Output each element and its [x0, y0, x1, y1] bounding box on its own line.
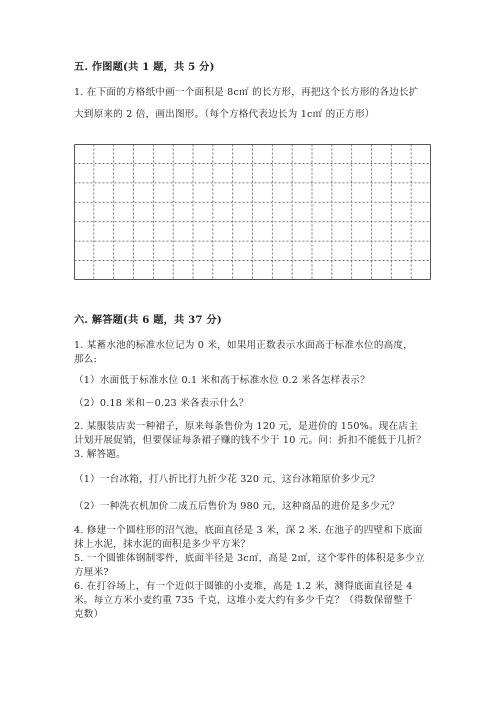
drawing-grid — [74, 144, 431, 280]
question-6-1-sub-1: （1）水面低于标准水位 0.1 米和高于标准水位 0.2 米各怎样表示？ — [74, 375, 370, 386]
question-6-4-line-1: 4. 修建一个圆柱形的沼气池，底面直径是 3 米，深 2 米. 在池子的四壁和下底面 — [74, 525, 423, 536]
question-5-1-line-2: 大到原来的 2 倍，画出图形。（每个方格代表边长为 1c㎡ 的正方形） — [74, 109, 375, 120]
question-6-1-sub-2: （2）0.18 米和－0.23 米各表示什么？ — [74, 398, 249, 409]
question-6-6-line-3: 克数） — [74, 609, 104, 620]
question-6-2-line-1: 2. 某服装店卖一种裙子，原来每条售价为 120 元，是进价的 150%。现在店主 — [74, 421, 418, 432]
question-6-3-sub-1: （1）一台冰箱，打八折比打九折少花 320 元，这台冰箱原价多少元？ — [74, 474, 380, 485]
section-5-heading: 五. 作图题(共 1 题，共 5 分) — [74, 61, 215, 73]
question-6-6-line-2: 米。每立方米小麦约重 735 千克，这堆小麦大约有多少千克？（得数保留整千 — [74, 595, 413, 606]
question-6-6-line-1: 6. 在打谷场上，有一个近似于圆锥的小麦堆，高是 1.2 米，测得底面直径是 4 — [74, 581, 413, 592]
question-5-1-line-1: 1. 在下面的方格纸中画一个面积是 8c㎡ 的长方形，再把这个长方形的各边长扩 — [74, 87, 419, 98]
question-6-1-line-2: 那么: — [74, 354, 98, 365]
question-6-5-line-2: 方厘米? — [74, 567, 109, 578]
question-6-5-line-1: 5. 一个圆锥体钢制零件，底面半径是 3c㎡，高是 2㎡，这个零件的体积是多少立 — [74, 553, 425, 564]
section-6-heading: 六. 解答题(共 6 题，共 37 分) — [74, 314, 222, 326]
question-6-3-line-1: 3. 解答题。 — [74, 449, 126, 460]
question-6-3-sub-2: （2）一种洗衣机加价二成五后售价为 980 元，这种商品的进价是多少元？ — [74, 501, 400, 512]
question-6-4-line-2: 抹上水泥，抹水泥的面积是多少平方米？ — [74, 539, 251, 550]
question-6-2-line-2: 计划开展促销，但要保证每条裙子赚的钱不少于 10 元。问：折扣不能低于几折？ — [74, 435, 427, 446]
question-6-1-line-1: 1. 某蓄水池的标准水位记为 0 米，如果用正数表示水面高于标准水位的高度， — [74, 340, 414, 351]
